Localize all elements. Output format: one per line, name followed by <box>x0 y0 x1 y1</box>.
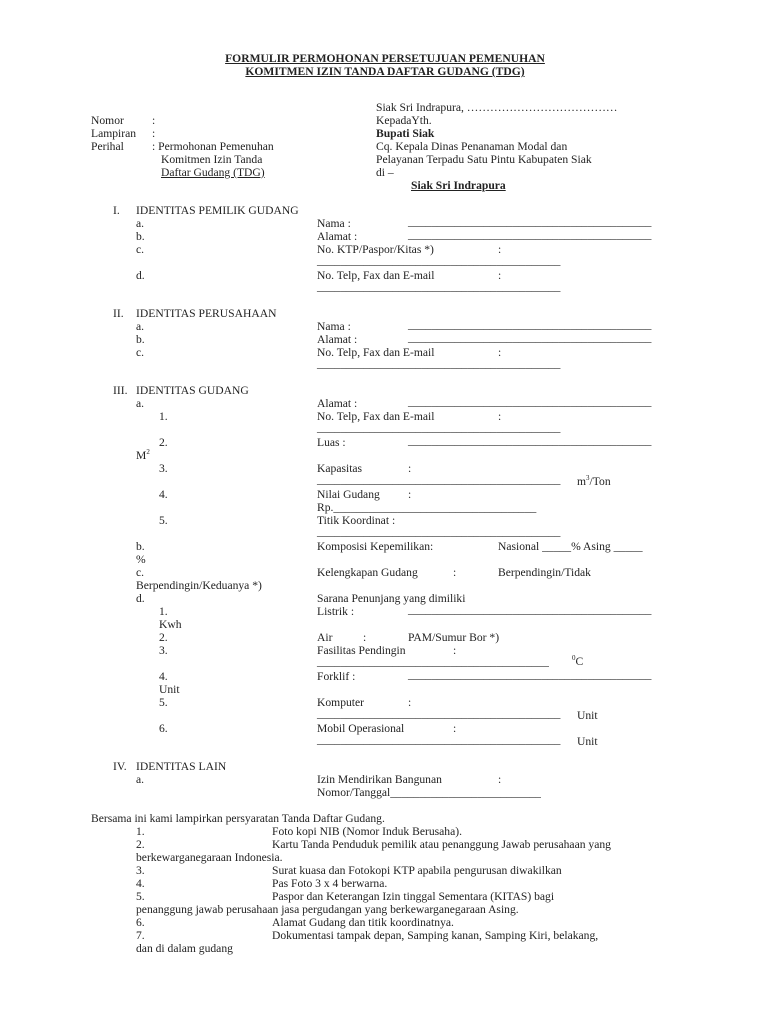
owner-name-label: Nama : <box>317 217 351 230</box>
computer-field[interactable]: __________________________________________ <box>317 707 561 720</box>
owner-id-colon: : <box>498 243 502 256</box>
capacity-unit: $m^3$/Ton <box>577 474 611 488</box>
section-1-title: IDENTITAS PEMILIK GUDANG <box>136 204 299 217</box>
owner-id-label: No. KTP/Paspor/Kitas *) <box>317 243 434 256</box>
water-colon: : <box>363 631 367 644</box>
item-letter: b. <box>136 333 145 346</box>
warehouse-contact-label: No. Telp, Fax dan E-mail <box>317 410 435 423</box>
destination-city: Siak Sri Indrapura <box>411 179 506 192</box>
owner-contact-colon: : <box>498 269 502 282</box>
section-3-number: III. <box>113 384 128 397</box>
item-number: 5. <box>159 514 168 527</box>
attachment-item-continued: penanggung jawab perusahaan jasa pergudangan yang berkewarganegaraan Asing. <box>136 903 519 916</box>
percent-sign: % <box>136 553 146 566</box>
ownership-field[interactable]: Nasional _____% Asing _____ <box>498 540 643 553</box>
building-permit-label: Izin Mendirikan Bangunan <box>317 773 442 786</box>
cooling-facility-field[interactable]: ________________________________________ <box>317 655 549 668</box>
item-number: 6. <box>159 722 168 735</box>
lampiran-colon: : <box>152 127 156 140</box>
section-2-number: II. <box>113 307 124 320</box>
kepada-yth: KepadaYth. <box>376 114 432 127</box>
celsius-unit: $^0$C <box>572 654 584 668</box>
item-number: 1. <box>159 605 168 618</box>
cq-line2: Pelayanan Terpadu Satu Pintu Kabupaten Siak <box>376 153 592 166</box>
equipment-colon: : <box>453 566 457 579</box>
warehouse-value-field[interactable]: Rp.___________________________________ <box>317 501 537 514</box>
item-letter: a. <box>136 217 145 230</box>
attachments-intro: Bersama ini kami lampirkan persyaratan Tanda Daftar Gudang. <box>91 812 385 825</box>
nomor-label: Nomor <box>91 114 124 127</box>
lampiran-label: Lampiran <box>91 127 137 140</box>
item-letter: a. <box>136 320 145 333</box>
owner-name-field[interactable]: __________________________________________ <box>408 215 652 228</box>
item-number: 3. <box>159 644 168 657</box>
attachment-item: Dokumentasi tampak depan, Samping kanan, Samping Kiri, belakang, <box>272 929 599 942</box>
owner-id-field[interactable]: __________________________________________ <box>317 254 561 267</box>
water-label: Air <box>317 631 333 644</box>
attachment-item: Kartu Tanda Penduduk pemilik atau penanggung Jawab perusahaan yang <box>272 838 611 851</box>
company-contact-label: No. Telp, Fax dan E-mail <box>317 346 435 359</box>
electricity-field[interactable]: __________________________________________ <box>408 603 652 616</box>
item-letter: c. <box>136 243 145 256</box>
attachment-item: Alamat Gudang dan titik koordinatnya. <box>272 916 454 929</box>
owner-contact-field[interactable]: __________________________________________ <box>317 280 561 293</box>
warehouse-value-colon: : <box>408 488 412 501</box>
coordinates-label: Titik Koordinat : <box>317 514 396 527</box>
warehouse-capacity-colon: : <box>408 462 412 475</box>
item-number: 1. <box>159 410 168 423</box>
water-options[interactable]: PAM/Sumur Bor *) <box>408 631 500 644</box>
company-address-label: Alamat : <box>317 333 358 346</box>
company-name-field[interactable]: __________________________________________ <box>408 318 652 331</box>
owner-address-field[interactable]: __________________________________________ <box>408 228 652 241</box>
item-letter: a. <box>136 773 145 786</box>
owner-address-label: Alamat : <box>317 230 358 243</box>
company-name-label: Nama : <box>317 320 351 333</box>
warehouse-contact-field[interactable]: __________________________________________ <box>317 421 561 434</box>
company-contact-colon: : <box>498 346 502 359</box>
attachment-number: 3. <box>136 864 145 877</box>
computer-label: Komputer <box>317 696 365 709</box>
electricity-label: Listrik : <box>317 605 355 618</box>
item-letter: d. <box>136 592 145 605</box>
cq-line1: Cq. Kepala Dinas Penanaman Modal dan <box>376 140 568 153</box>
item-letter: b. <box>136 540 145 553</box>
owner-contact-label: No. Telp, Fax dan E-mail <box>317 269 435 282</box>
attachment-number: 6. <box>136 916 145 929</box>
form-title-line2: KOMITMEN IZIN TANDA DAFTAR GUDANG (TDG) <box>245 65 525 78</box>
recipient: Bupati Siak <box>376 127 435 140</box>
warehouse-address-label: Alamat : <box>317 397 358 410</box>
form-title-line1: FORMULIR PERMOHONAN PERSETUJUAN PEMENUHAN <box>225 52 545 65</box>
item-letter: a. <box>136 397 145 410</box>
attachment-item: Foto kopi NIB (Nomor Induk Berusaha). <box>272 825 462 838</box>
warehouse-address-field[interactable]: __________________________________________ <box>408 395 652 408</box>
section-4-title: IDENTITAS LAIN <box>136 760 227 773</box>
section-4-number: IV. <box>113 760 127 773</box>
item-letter: d. <box>136 269 145 282</box>
warehouse-area-label: Luas : <box>317 436 346 449</box>
item-letter: c. <box>136 566 145 579</box>
item-number: 4. <box>159 488 168 501</box>
cooling-options[interactable]: Berpendingin/Tidak <box>498 566 591 579</box>
attachment-item: Surat kuasa dan Fotokopi KTP apabila pengurusan diwakilkan <box>272 864 562 877</box>
place-date: Siak Sri Indrapura, ………………………………… <box>376 101 618 114</box>
computer-colon: : <box>408 696 412 709</box>
cooling-options-continued: Berpendingin/Keduanya *) <box>136 579 262 592</box>
unit-label: Unit <box>159 683 180 696</box>
vehicle-label: Mobil Operasional <box>317 722 405 735</box>
perihal-value-3: Daftar Gudang (TDG) <box>161 166 265 179</box>
nomor-colon: : <box>152 114 156 127</box>
attachment-item: Paspor dan Keterangan Izin tinggal Sementara (KITAS) bagi <box>272 890 555 903</box>
attachment-number: 4. <box>136 877 145 890</box>
company-address-field[interactable]: __________________________________________ <box>408 331 652 344</box>
attachment-item-continued: berkewarganegaraan Indonesia. <box>136 851 283 864</box>
warehouse-capacity-label: Kapasitas <box>317 462 363 475</box>
section-3-title: IDENTITAS GUDANG <box>136 384 249 397</box>
di-label: di – <box>376 166 394 179</box>
unit-label: Unit <box>577 735 598 748</box>
building-permit-colon: : <box>498 773 502 786</box>
item-number: 2. <box>159 631 168 644</box>
item-number: 2. <box>159 436 168 449</box>
item-letter: b. <box>136 230 145 243</box>
attachment-number: 1. <box>136 825 145 838</box>
warehouse-value-label: Nilai Gudang <box>317 488 380 501</box>
item-number: 5. <box>159 696 168 709</box>
kwh-unit: Kwh <box>159 618 182 631</box>
facilities-label: Sarana Penunjang yang dimiliki <box>317 592 466 605</box>
perihal-label: Perihal <box>91 140 124 153</box>
ownership-label: Komposisi Kepemilikan: <box>317 540 434 553</box>
perihal-value-1: : Permohonan Pemenuhan <box>152 140 274 153</box>
equipment-label: Kelengkapan Gudang <box>317 566 418 579</box>
attachment-item: Pas Foto 3 x 4 berwarna. <box>272 877 388 890</box>
forklift-label: Forklif : <box>317 670 356 683</box>
coordinates-field[interactable]: __________________________________________ <box>317 525 561 538</box>
warehouse-capacity-field[interactable]: __________________________________________ <box>317 473 561 486</box>
forklift-field[interactable]: __________________________________________ <box>408 668 652 681</box>
vehicle-colon: : <box>453 722 457 735</box>
warehouse-area-field[interactable]: __________________________________________ <box>408 434 652 447</box>
perihal-value-2: Komitmen Izin Tanda <box>161 153 263 166</box>
section-2-title: IDENTITAS PERUSAHAAN <box>136 307 277 320</box>
cooling-facility-label: Fasilitas Pendingin <box>317 644 406 657</box>
area-unit: $M^2$ <box>136 448 150 462</box>
warehouse-contact-colon: : <box>498 410 502 423</box>
permit-number-date-field[interactable]: Nomor/Tanggal__________________________ <box>317 786 541 799</box>
attachment-item-continued: dan di dalam gudang <box>136 942 233 955</box>
unit-label: Unit <box>577 709 598 722</box>
item-number: 3. <box>159 462 168 475</box>
attachment-number: 2. <box>136 838 145 851</box>
section-1-number: I. <box>113 204 120 217</box>
cooling-facility-colon: : <box>453 644 457 657</box>
attachment-number: 7. <box>136 929 145 942</box>
item-letter: c. <box>136 346 145 359</box>
attachment-number: 5. <box>136 890 145 903</box>
company-contact-field[interactable]: __________________________________________ <box>317 357 561 370</box>
vehicle-field[interactable]: __________________________________________ <box>317 733 561 746</box>
item-number: 4. <box>159 670 168 683</box>
